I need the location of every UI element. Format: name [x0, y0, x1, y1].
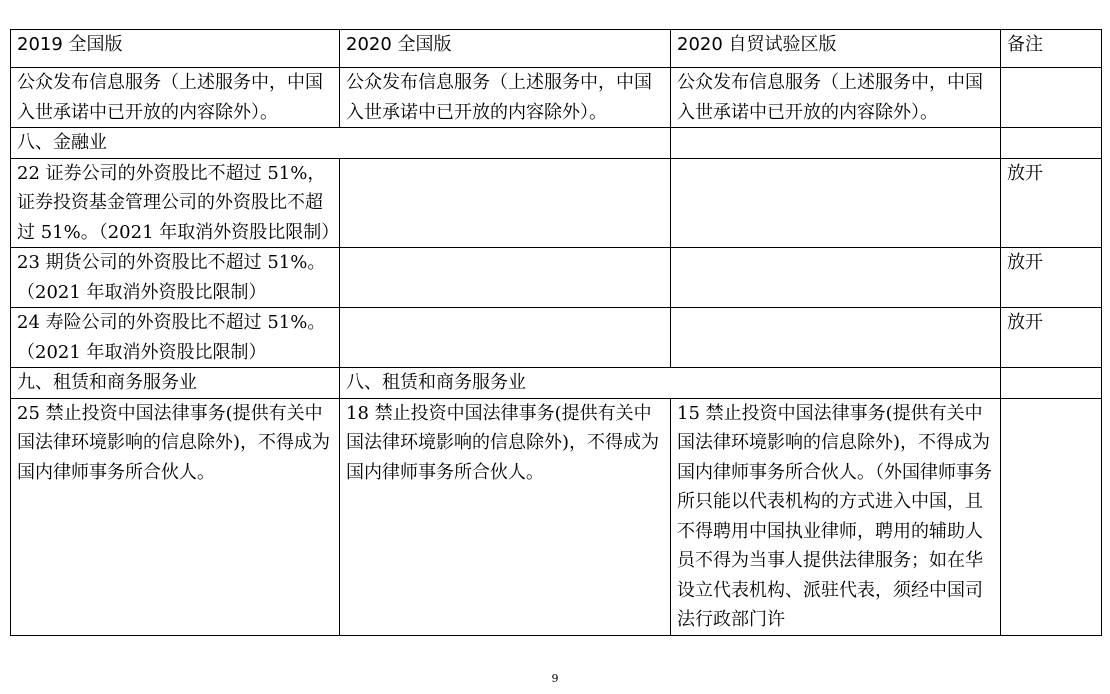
cell-remarks: 放开: [1001, 248, 1102, 308]
header-2020-national: 2020 全国版: [340, 30, 671, 68]
header-remarks: 备注: [1001, 30, 1102, 68]
table-row: [11, 308, 1102, 368]
cell-2020-ftz: 公众发布信息服务（上述服务中，中国入世承诺中已开放的内容除外）。: [671, 68, 1001, 128]
cell-2019: 23 期货公司的外资股比不超过 51%。（2021 年取消外资股比限制）: [11, 248, 340, 308]
section-row-finance: [11, 128, 1102, 159]
section-empty: [671, 128, 1001, 159]
cell-remarks: 放开: [1001, 308, 1102, 368]
cell-2020: [340, 158, 671, 248]
cell-2020: 18 禁止投资中国法律事务(提供有关中国法律环境影响的信息除外)，不得成为国内律师事务所合伙人。: [340, 398, 671, 635]
section-title-leasing-2020: 八、租赁和商务服务业: [340, 368, 1001, 399]
cell-remarks: [1001, 398, 1102, 635]
table-row: [11, 248, 1102, 308]
cell-2020-ftz: [671, 248, 1001, 308]
cell-2019: 24 寿险公司的外资股比不超过 51%。（2021 年取消外资股比限制）: [11, 308, 340, 368]
cell-2020-ftz: 15 禁止投资中国法律事务(提供有关中国法律环境影响的信息除外)，不得成为国内律师事务所合伙人。（外国律师事务所只能以代表机构的方式进入中国，且不得聘用中国执业律师，聘用的辅助人员不得为当事人提供法律服务；如在华设立代表机构、派驻代表，须经中国司法行政部门许: [671, 398, 1001, 635]
page-number: 9: [551, 672, 559, 685]
cell-2020: 公众发布信息服务（上述服务中，中国入世承诺中已开放的内容除外）。: [340, 68, 671, 128]
section-title-leasing-2019: 九、租赁和商务服务业: [11, 368, 340, 399]
cell-remarks: [1001, 68, 1102, 128]
header-2019-national: 2019 全国版: [11, 30, 340, 68]
cell-2020: [340, 248, 671, 308]
cell-2019: 25 禁止投资中国法律事务(提供有关中国法律环境影响的信息除外)，不得成为国内律师事务所合伙人。: [11, 398, 340, 635]
cell-2019: 22 证券公司的外资股比不超过 51%，证券投资基金管理公司的外资股比不超过 51%。（2021 年取消外资股比限制）: [11, 158, 340, 248]
section-empty: [1001, 128, 1102, 159]
table-row: [11, 68, 1102, 128]
cell-2020: [340, 308, 671, 368]
table-row: [11, 158, 1102, 248]
table-row: [11, 398, 1102, 635]
section-title-finance: 八、金融业: [11, 128, 671, 159]
header-row: [11, 30, 1102, 68]
cell-remarks: 放开: [1001, 158, 1102, 248]
cell-2019: 公众发布信息服务（上述服务中，中国入世承诺中已开放的内容除外）。: [11, 68, 340, 128]
cell-2020-ftz: [671, 308, 1001, 368]
cell-2020-ftz: [671, 158, 1001, 248]
section-row-leasing: [11, 368, 1102, 399]
comparison-table: [10, 29, 1102, 636]
header-2020-ftz: 2020 自贸试验区版: [671, 30, 1001, 68]
section-empty: [1001, 368, 1102, 399]
